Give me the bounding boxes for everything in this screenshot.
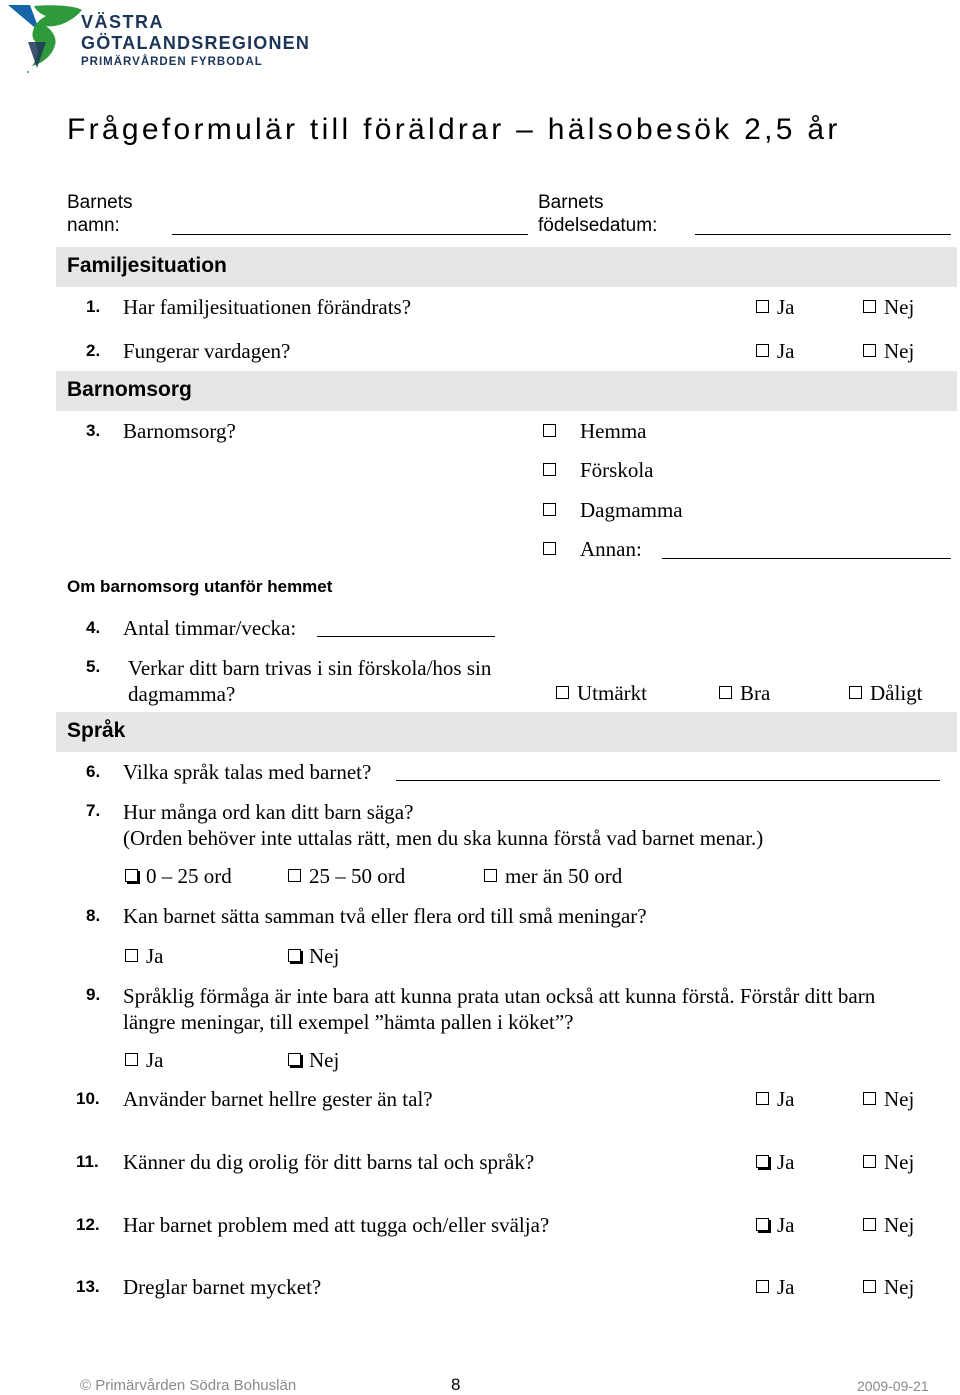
checkbox-icon <box>756 1218 769 1231</box>
section-header-family: Familjesituation <box>56 247 957 287</box>
q11-text: Känner du dig orolig för ditt barns tal och språk? <box>123 1150 535 1174</box>
q2-yes-checkbox[interactable]: Ja <box>756 339 795 364</box>
q10-text: Använder barnet hellre gester än tal? <box>123 1087 433 1111</box>
checkbox-icon <box>863 344 876 357</box>
q3-choice-home[interactable]: Hemma <box>543 419 646 444</box>
page-title: Frågeformulär till föräldrar – hälsobesök 2,5 år <box>67 113 841 146</box>
checkbox-icon <box>543 463 556 476</box>
q5-choice-excellent[interactable]: Utmärkt <box>556 681 647 706</box>
q6-text: Vilka språk talas med barnet? <box>123 760 372 784</box>
q2-text: Fungerar vardagen? <box>123 339 291 363</box>
checkbox-icon <box>288 1053 301 1066</box>
footer-page-number: 8 <box>451 1375 461 1394</box>
q5-choice-poor[interactable]: Dåligt <box>849 681 923 706</box>
q7-choice-0-25[interactable]: 0 – 25 ord <box>125 864 232 889</box>
q4-hours-field[interactable] <box>317 636 495 637</box>
checkbox-icon <box>756 1280 769 1293</box>
q1-yes-checkbox[interactable]: Ja <box>756 295 795 320</box>
checkbox-icon <box>125 949 138 962</box>
q7-choice-50-plus[interactable]: mer än 50 ord <box>484 864 622 889</box>
q8-text: Kan barnet sätta samman två eller flera ord till små meningar? <box>123 904 647 928</box>
q9-text: Språklig förmåga är inte bara att kunna prata utan också att kunna förstå. Förstår ditt barn längre meningar, till exempel ”hämta pallen i köket”? <box>123 984 876 1034</box>
q9-no-checkbox[interactable]: Nej <box>288 1048 339 1073</box>
q5-text: Verkar ditt barn trivas i sin förskola/hos sin dagmamma? <box>128 656 492 706</box>
q3-text: Barnomsorg? <box>123 419 236 443</box>
q9-yes-checkbox[interactable]: Ja <box>125 1048 164 1073</box>
dob-field[interactable] <box>695 234 951 235</box>
checkbox-icon <box>484 869 497 882</box>
checkbox-icon <box>288 949 301 962</box>
q8-number: 8. <box>86 906 101 925</box>
q2-no-checkbox[interactable]: Nej <box>863 339 914 364</box>
checkbox-icon <box>125 869 138 882</box>
checkbox-icon <box>863 1092 876 1105</box>
q6-languages-field[interactable] <box>396 780 940 781</box>
q13-number: 13. <box>76 1277 100 1296</box>
checkbox-icon <box>863 1218 876 1231</box>
checkbox-icon <box>863 1280 876 1293</box>
q4-text: Antal timmar/vecka: <box>123 616 297 640</box>
checkbox-icon <box>556 686 569 699</box>
logo-text-1: VÄSTRA <box>81 12 165 32</box>
checkbox-icon <box>756 1155 769 1168</box>
footer-date: 2009-09-21 <box>857 1378 929 1394</box>
q13-yes-checkbox[interactable]: Ja <box>756 1275 795 1300</box>
q7-number: 7. <box>86 801 101 820</box>
section-header-childcare: Barnomsorg <box>56 371 957 411</box>
checkbox-icon <box>719 686 732 699</box>
q4-number: 4. <box>86 618 101 637</box>
logo-text-2: GÖTALANDSREGIONEN <box>81 33 311 53</box>
q5-number: 5. <box>86 657 101 676</box>
q12-text: Har barnet problem med att tugga och/eller svälja? <box>123 1213 550 1237</box>
q13-text: Dreglar barnet mycket? <box>123 1275 322 1299</box>
childcare-subheading: Om barnomsorg utanför hemmet <box>67 577 333 596</box>
q7-text: Hur många ord kan ditt barn säga? (Orden behöver inte uttalas rätt, men du ska kunna förstå vad barnet menar.) <box>123 800 764 850</box>
q8-no-checkbox[interactable]: Nej <box>288 944 339 969</box>
checkbox-icon <box>756 344 769 357</box>
checkbox-icon <box>543 424 556 437</box>
q3-choice-other[interactable]: Annan: <box>543 537 642 562</box>
q1-no-checkbox[interactable]: Nej <box>863 295 914 320</box>
checkbox-icon <box>543 503 556 516</box>
footer-copyright: © Primärvården Södra Bohuslän <box>80 1377 297 1394</box>
q10-no-checkbox[interactable]: Nej <box>863 1087 914 1112</box>
q13-no-checkbox[interactable]: Nej <box>863 1275 914 1300</box>
logo <box>6 2 326 77</box>
checkbox-icon <box>756 1092 769 1105</box>
name-field[interactable] <box>172 234 528 235</box>
q12-no-checkbox[interactable]: Nej <box>863 1213 914 1238</box>
q10-number: 10. <box>76 1089 100 1108</box>
q10-yes-checkbox[interactable]: Ja <box>756 1087 795 1112</box>
checkbox-icon <box>125 1053 138 1066</box>
section-header-language: Språk <box>56 712 957 752</box>
q3-choice-childminder[interactable]: Dagmamma <box>543 498 683 523</box>
q11-number: 11. <box>76 1152 99 1171</box>
checkbox-icon <box>756 300 769 313</box>
q11-no-checkbox[interactable]: Nej <box>863 1150 914 1175</box>
q1-text: Har familjesituationen förändrats? <box>123 295 412 319</box>
q7-choice-25-50[interactable]: 25 – 50 ord <box>288 864 405 889</box>
checkbox-icon <box>849 686 862 699</box>
q8-yes-checkbox[interactable]: Ja <box>125 944 164 969</box>
q2-number: 2. <box>86 341 101 360</box>
q11-yes-checkbox[interactable]: Ja <box>756 1150 795 1175</box>
checkbox-icon <box>863 300 876 313</box>
q9-number: 9. <box>86 985 101 1004</box>
q1-number: 1. <box>86 297 101 316</box>
checkbox-icon <box>543 542 556 555</box>
q12-number: 12. <box>76 1215 100 1234</box>
q3-choice-preschool[interactable]: Förskola <box>543 458 654 483</box>
vgr-logo-mark <box>6 2 84 74</box>
dob-label: Barnets födelsedatum: <box>538 192 658 236</box>
q6-number: 6. <box>86 762 101 781</box>
q3-other-field[interactable] <box>662 558 951 559</box>
checkbox-icon <box>863 1155 876 1168</box>
q5-choice-good[interactable]: Bra <box>719 681 770 706</box>
q12-yes-checkbox[interactable]: Ja <box>756 1213 795 1238</box>
q3-number: 3. <box>86 421 101 440</box>
checkbox-icon <box>288 869 301 882</box>
name-label: Barnets namn: <box>67 192 133 236</box>
logo-text-3: PRIMÄRVÅRDEN FYRBODAL <box>81 56 263 68</box>
